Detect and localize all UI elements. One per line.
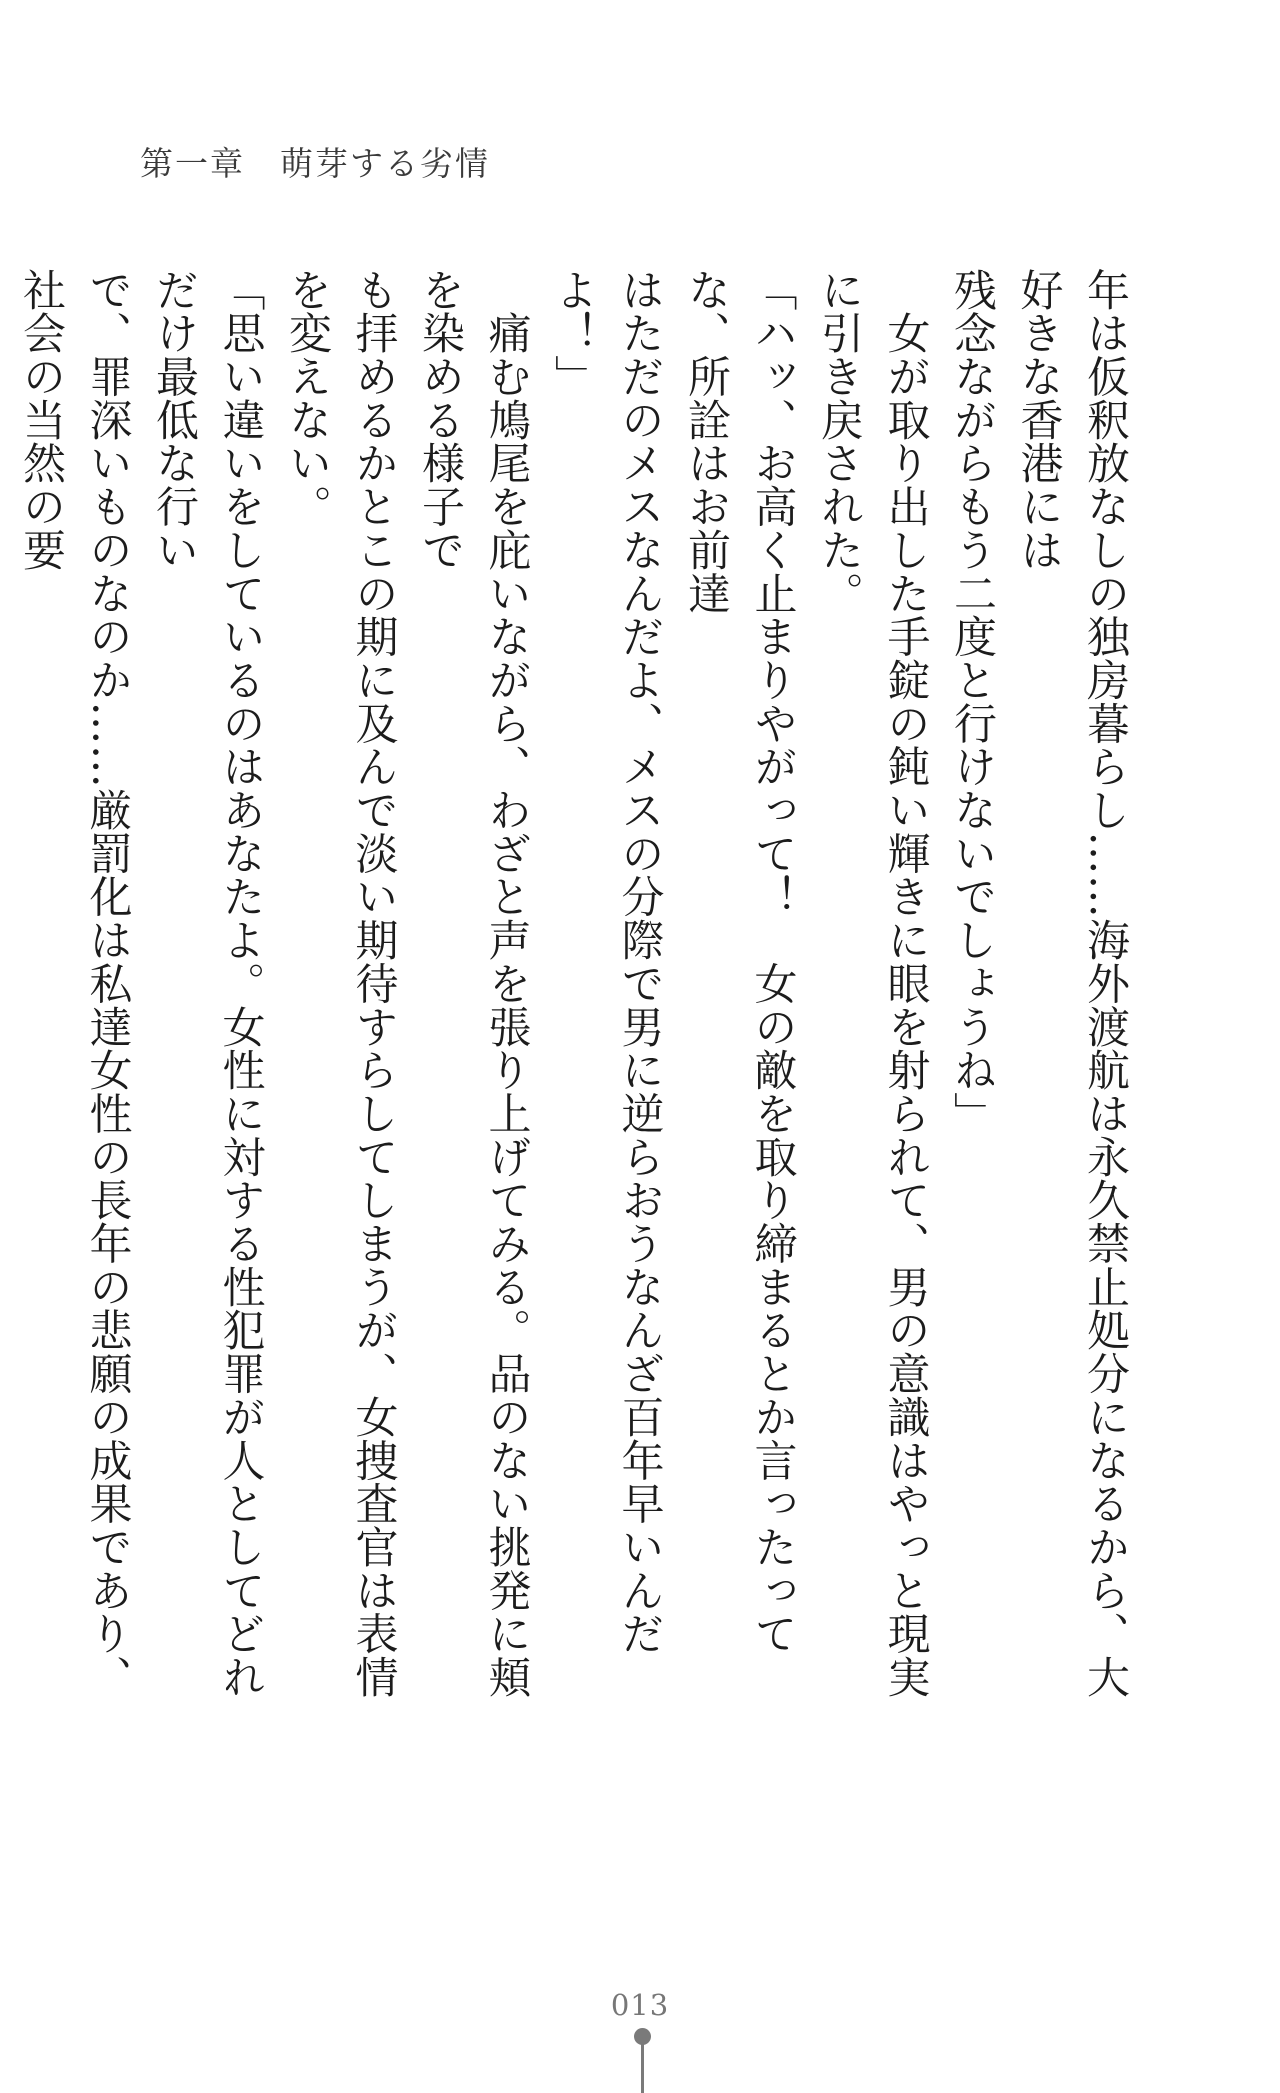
text-line: 女が取り出した手錠の鈍い輝きに眼を射られて、男の意識はやっと現実に引き戻された。 [814,268,931,1699]
chapter-title: 第一章 萌芽する劣情 [140,144,490,183]
text-line: はただのメスなんだよ、メスの分際で男に逆らおうなんざ百年早いんだよ！」 [548,268,665,1656]
text-line: も拝めるかとこの期に及んで淡い期待すらしてしまうが、女捜査官は表情を変えない。 [282,268,399,1699]
page-marker-line [641,2044,644,2093]
page-number: 013 [610,1988,670,2022]
text-line: 年は仮釈放なしの独房暮らし……海外渡航は永久禁止処分になるから、大好きな香港には [1013,268,1130,1699]
body-text [16,268,1138,1738]
text-line [0,268,8,1738]
text-line: で、罪深いものなのか……厳罰化は私達女性の長年の悲願の成果であり、社会の当然の要 [16,268,133,1699]
text-line: 「思い違いをしているのはあなたよ。女性に対する性犯罪が人としてどれだけ最低な行い [149,268,266,1699]
text-line: 「ハッ、お高く止まりやがって！ 女の敵を取り締まるとか言ったってな、所詮はお前達 [681,268,798,1656]
text-line: 残念ながらもう二度と行けないでしょうね」 [947,268,997,1135]
page-marker-dot [634,2028,651,2045]
text-line: 痛む鳩尾を庇いながら、わざと声を張り上げてみる。品のない挑発に頬を染める様子で [415,268,532,1699]
